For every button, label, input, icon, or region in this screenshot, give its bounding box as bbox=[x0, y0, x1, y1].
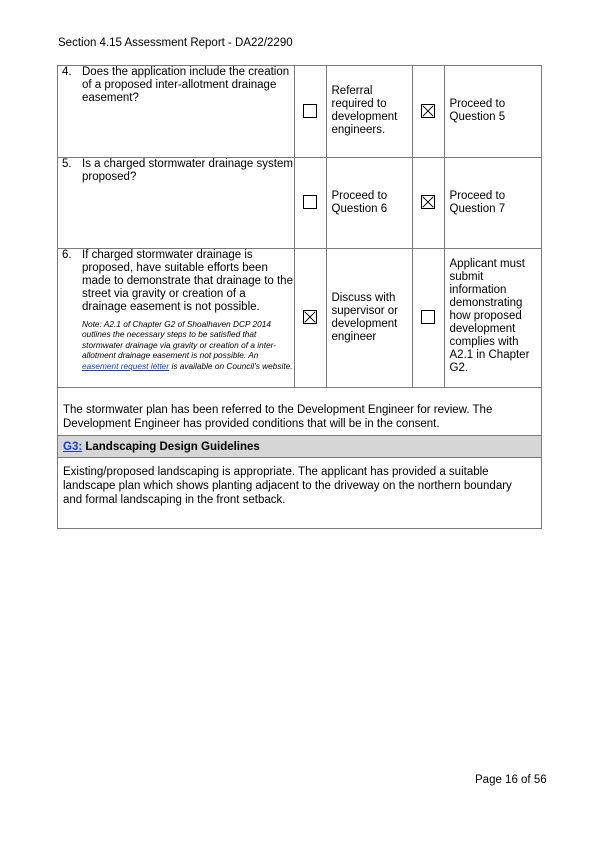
report-header: Section 4.15 Assessment Report - DA22/2290 bbox=[58, 37, 293, 49]
note-text-after-link: is available on Council’s website. bbox=[169, 360, 293, 371]
no-outcome: Applicant must submit information demonstrating how proposed development complies with A2.1 in Chapter G2. bbox=[444, 248, 541, 387]
question-cell bbox=[58, 66, 294, 157]
no-outcome: Proceed to Question 7 bbox=[444, 157, 541, 248]
question-row bbox=[58, 66, 541, 157]
no-checkbox[interactable] bbox=[421, 195, 435, 209]
yes-checkbox[interactable] bbox=[303, 104, 317, 118]
question-number: 4. bbox=[62, 66, 72, 78]
no-outcome: Proceed to Question 5 bbox=[444, 66, 541, 157]
page-number: Page 16 of 56 bbox=[475, 774, 547, 786]
yes-checkbox[interactable] bbox=[303, 310, 317, 324]
yes-checkbox[interactable] bbox=[303, 195, 317, 209]
yes-outcome: Proceed to Question 6 bbox=[326, 157, 412, 248]
no-checkbox[interactable] bbox=[421, 104, 435, 118]
stormwater-comment: The stormwater plan has been referred to the Development Engineer for review. The Development Engineer has provided conditions that will be in the consent. bbox=[63, 404, 493, 430]
dcp-note bbox=[82, 319, 294, 372]
no-checkbox[interactable] bbox=[421, 310, 435, 324]
no-checkbox-cell bbox=[412, 248, 444, 387]
question-cell bbox=[58, 248, 294, 387]
landscaping-comment: Existing/proposed landscaping is appropriate. The applicant has provided a suitable landscape plan which shows planting adjacent to the driveway on the northern boundary and formal landscaping in the front setback. bbox=[63, 466, 512, 506]
yes-checkbox-cell bbox=[294, 157, 326, 248]
question-number: 6. bbox=[62, 248, 72, 261]
no-checkbox-cell bbox=[412, 157, 444, 248]
yes-outcome: Discuss with supervisor or development engineer bbox=[326, 248, 412, 387]
assessment-panel bbox=[57, 65, 542, 529]
note-text-before-link: Note: A2.1 of Chapter G2 of Shoalhaven DCP 2014 outlines the necessary steps to be satisfied that stormwater drainage via gravity or creation of a inter-allotment drainage easement is not possible. An bbox=[82, 318, 276, 360]
question-text: Is a charged stormwater drainage system proposed? bbox=[82, 157, 293, 183]
section-heading bbox=[63, 441, 260, 453]
section-heading-bar bbox=[58, 435, 541, 458]
question-number: 5. bbox=[62, 157, 72, 170]
no-checkbox-cell bbox=[412, 66, 444, 157]
question-row bbox=[58, 248, 541, 387]
question-text: Does the application include the creation of a proposed inter-allotment drainage easement? bbox=[82, 66, 290, 104]
section-title: Landscaping Design Guidelines bbox=[82, 441, 260, 453]
yes-outcome: Referral required to development engineers. bbox=[326, 66, 412, 157]
yes-checkbox-cell bbox=[294, 248, 326, 387]
section-code-link[interactable]: G3: bbox=[63, 441, 83, 453]
question-text: If charged stormwater drainage is proposed, have suitable efforts been made to demonstrate that drainage to the street via gravity or creation of a drainage easement is not possible. bbox=[82, 248, 293, 313]
easement-request-letter-link[interactable]: easement request letter bbox=[82, 360, 170, 371]
question-row bbox=[58, 157, 541, 248]
question-cell bbox=[58, 157, 294, 248]
yes-checkbox-cell bbox=[294, 66, 326, 157]
stormwater-questions-table bbox=[58, 66, 541, 388]
